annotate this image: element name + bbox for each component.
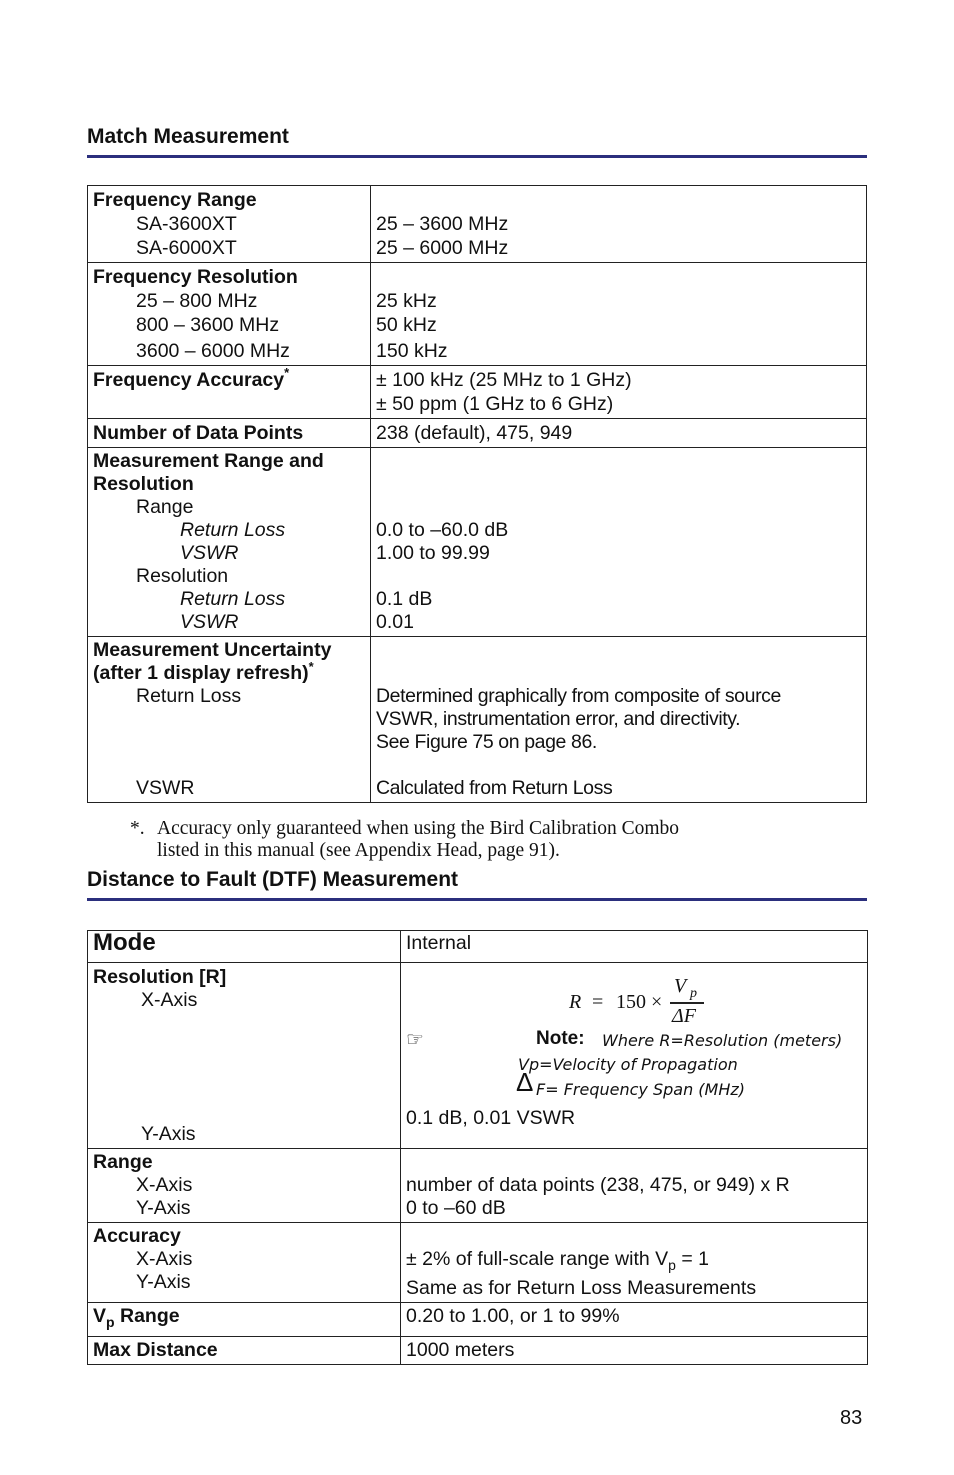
footnote: *. Accuracy only guaranteed when using the Bird Calibration Combo listed in this manual (see Appendix Head, page 91). bbox=[130, 818, 680, 861]
table-row: Measurement Uncertainty (after 1 display refresh)* Return Loss VSWR Determined graphically from composite of source VSWR, instrumentation error, and directivity. See Figure 75 on page 86. Calculated from Return Loss bbox=[88, 637, 867, 803]
match-spec-table bbox=[87, 185, 867, 803]
row-value: ± 50 ppm (1 GHz to 6 GHz) bbox=[376, 393, 614, 415]
footnote-mark: *. bbox=[130, 818, 145, 839]
row-label: Max Distance bbox=[93, 1338, 218, 1361]
dtf-spec-table bbox=[87, 930, 868, 1365]
row-value: 0.20 to 1.00, or 1 to 99% bbox=[406, 1304, 620, 1327]
heading-rule bbox=[87, 898, 867, 901]
row-value: 0 to –60 dB bbox=[406, 1197, 506, 1219]
table-row bbox=[88, 1336, 868, 1364]
table-row: Range X-Axis Y-Axis number of data points (238, 475, or 949) x R 0 to –60 dB bbox=[88, 1149, 868, 1223]
table-row: Frequency Resolution 25 – 800 MHz 800 – 3600 MHz 3600 – 6000 MHz 25 kHz 50 kHz 150 kHz bbox=[88, 263, 867, 366]
table-row: Resolution [R] X-Axis Y-Axis R = 150 × V p ΔF ☞ Note: Where R=Resolution (meters) Vp=Velocity of Propagation Δ F= Frequency Span (MHz) 0.1 dB, 0.01 VSWR bbox=[88, 963, 868, 1149]
row-value: 238 (default), 475, 949 bbox=[376, 422, 573, 444]
row-label: Number of Data Points bbox=[93, 422, 304, 444]
row-value: 0.1 dB bbox=[376, 588, 433, 610]
row-value: 150 kHz bbox=[376, 340, 448, 362]
row-label: Measurement Uncertainty bbox=[93, 639, 332, 661]
row-value: 25 – 3600 MHz bbox=[376, 213, 509, 235]
row-value: number of data points (238, 475, or 949) x R bbox=[406, 1174, 790, 1196]
row-label: Accuracy bbox=[93, 1225, 181, 1247]
row-label: Frequency Range bbox=[93, 189, 257, 211]
row-value: Determined graphically from composite of source bbox=[376, 685, 781, 707]
heading-rule bbox=[87, 155, 867, 158]
resolution-formula: R = 150 × V p ΔF bbox=[406, 965, 863, 1025]
table-row: Accuracy X-Axis Y-Axis ± 2% of full-scale range with $V_p = 1$ Same as for Return Loss Measurements bbox=[88, 1223, 868, 1303]
row-value: Internal bbox=[406, 932, 472, 954]
row-value: ± 100 kHz (25 MHz to 1 GHz) bbox=[376, 369, 632, 391]
row-label: Mode bbox=[93, 929, 156, 956]
row-value: 1.00 to 99.99 bbox=[376, 542, 490, 564]
footnote-marker: * bbox=[284, 365, 290, 380]
section-heading-match: Match Measurement bbox=[87, 125, 289, 148]
row-value: 0.0 to –60.0 dB bbox=[376, 519, 509, 541]
table-row bbox=[88, 366, 867, 419]
table-row bbox=[88, 931, 868, 963]
row-value: 1000 meters bbox=[406, 1338, 515, 1361]
row-label: $V_p$ Range bbox=[93, 1304, 180, 1330]
note-label: Note: bbox=[536, 1028, 585, 1049]
row-value: 25 kHz bbox=[376, 290, 437, 312]
table-row bbox=[88, 1302, 868, 1336]
resolution-note: ☞ Note: Where R=Resolution (meters) Vp=Velocity of Propagation Δ F= Frequency Span (MHz) bbox=[406, 1028, 843, 1099]
row-value: Calculated from Return Loss bbox=[376, 777, 613, 799]
table-row: Frequency Range SA-3600XT SA-6000XT 25 – 3600 MHz 25 – 6000 MHz bbox=[88, 186, 867, 263]
page-number: 83 bbox=[840, 1407, 863, 1429]
row-value: 50 kHz bbox=[376, 314, 437, 336]
row-label: Range bbox=[93, 1151, 153, 1173]
section-heading-dtf: Distance to Fault (DTF) Measurement bbox=[87, 868, 459, 891]
delta-symbol: Δ bbox=[516, 1067, 534, 1097]
table-row: Measurement Range and Resolution Range Return Loss VSWR Resolution Return Loss VSWR 0.0 to –60.0 dB 1.00 to 99.99 0.1 dB 0.01 bbox=[88, 448, 867, 637]
row-value: 0.1 dB, 0.01 VSWR bbox=[406, 1107, 576, 1129]
row-label: Frequency Resolution bbox=[93, 266, 298, 288]
row-label: Resolution [R] bbox=[93, 966, 227, 988]
row-value: Same as for Return Loss Measurements bbox=[406, 1276, 757, 1299]
row-value: 0.01 bbox=[376, 611, 414, 633]
pointing-hand-icon: ☞ bbox=[406, 1029, 424, 1051]
row-value: ± 2% of full-scale range with $V_p = 1$ bbox=[406, 1248, 710, 1273]
table-row bbox=[88, 419, 867, 448]
footnote-marker: * bbox=[308, 659, 314, 674]
row-label: Frequency Accuracy bbox=[93, 369, 285, 391]
row-label: Measurement Range and bbox=[93, 450, 324, 472]
row-value: 25 – 6000 MHz bbox=[376, 237, 509, 259]
fraction-bar bbox=[670, 1002, 704, 1004]
